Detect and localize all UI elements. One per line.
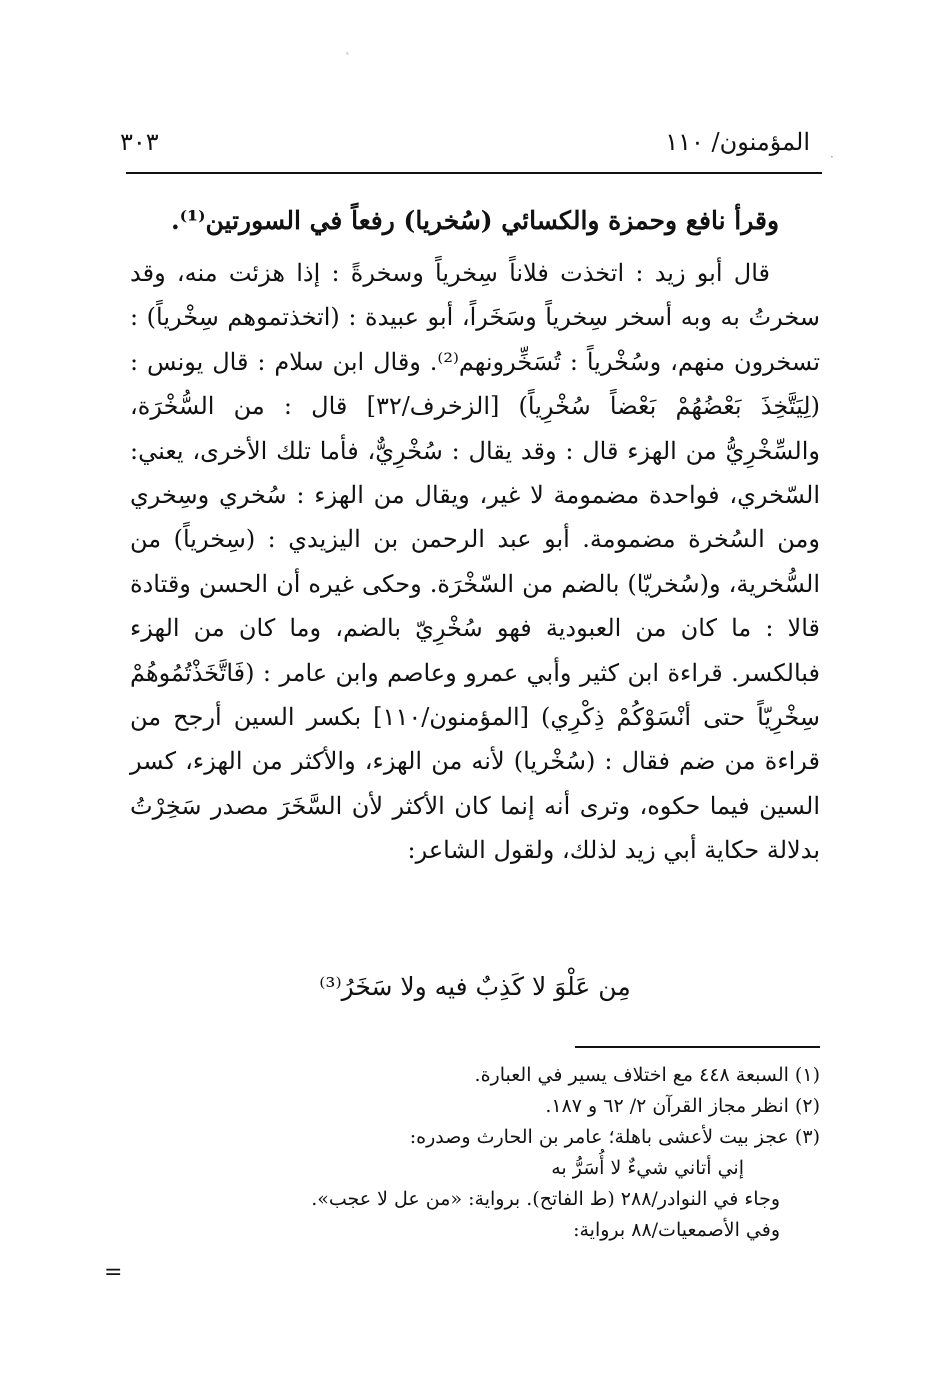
footnote-2: (٢) انظر مجاز القرآن ٢/ ٦٢ و ١٨٧. [545,1095,820,1117]
scan-speck: ˛ [344,40,351,56]
footnote-3: (٣) عجز بيت لأعشى باهلة؛ عامر بن الحارث وصدره: [409,1126,820,1148]
footnote-line: وفي الأصمعيات/٨٨ برواية: [573,1219,780,1241]
lead-line: وقرأ نافع وحمزة والكسائي (سُخريا) رفعاً في السورتين⁽¹⁾. [170,206,780,235]
header-rule [126,172,822,174]
running-header [120,122,810,162]
margin-mark: · [830,150,834,164]
quoted-verse: مِن عَلْوَ لا كَذِبٌ فيه ولا سَخَرُ⁽³⁾ [319,972,631,1001]
page-number: ٣٠٣ [120,128,159,156]
footnotes [180,1060,820,1246]
chapter-reference: المؤمنون/ ١١٠ [665,128,810,156]
footnote-rule [575,1046,820,1048]
footnote-verse: إني أتاني شيءٌ لا أُسَرُّ به [551,1157,744,1179]
footnote-line: وجاء في النوادر/٢٨٨ (ط الفاتح). برواية: «من عل لا عجب». [311,1188,780,1210]
continuation-mark: = [104,1260,123,1285]
footnote-1: (١) السبعة ٤٤٨ مع اختلاف يسير في العبارة. [474,1064,820,1086]
main-text [130,195,820,873]
body-paragraph: قال أبو زيد : اتخذت فلاناً سِخرياً وسخرةً : إذا هزئت منه، وقد سخرتُ به وبه أسخر سِخرياً وسَخَراً، أبو عبيدة : (اتخذتموهم سِخْرياً) : تسخرون منهم، وسُخْرياً : تُسَخِّرونهم⁽²⁾. وقال ابن سلام : قال يونس : (لِيَتَّخِذَ بَعْضُهُمْ بَعْضاً سُخْرِياً) [الزخرف/٣٢] قال : من السُّخْرَة، والسِّخْرِيُّ من الهزء قال : وقد يقال : سُخْرِيٌّ، فأما تلك الأخرى، يعني: السّخري، فواحدة مضمومة لا غير، ويقال من الهزء : سُخري وسِخري ومن السُخرة مضمومة. أبو عبد الرحمن بن اليزيدي : (سِخرياً) من السُّخرية، و(سُخريّا) بالضم من السّخْرَة. وحكى غيره أن الحسن وقتادة قالا : ما كان من العبودية فهو سُخْرِيّ بالضم، وما كان من الهزء فبالكسر. قراءة ابن كثير وأبي عمرو وعاصم وابن عامر : (فَاتَّخَذْتُمُوهُمْ سِخْرِيّاً حتى أنْسَوْكُمْ ذِكْرِي) [المؤمنون/١١٠] بكسر السين أرجح من قراءة من ضم فقال : (سُخْريا) لأنه من الهزء، والأكثر من الهزء، كسر السين فيما حكوه، وترى أنه إنما كان الأكثر لأن السَّخَرَ مصدر سَخِرْتُ بدلالة حكاية أبي زيد لذلك، ولقول الشاعر: [130,259,820,865]
